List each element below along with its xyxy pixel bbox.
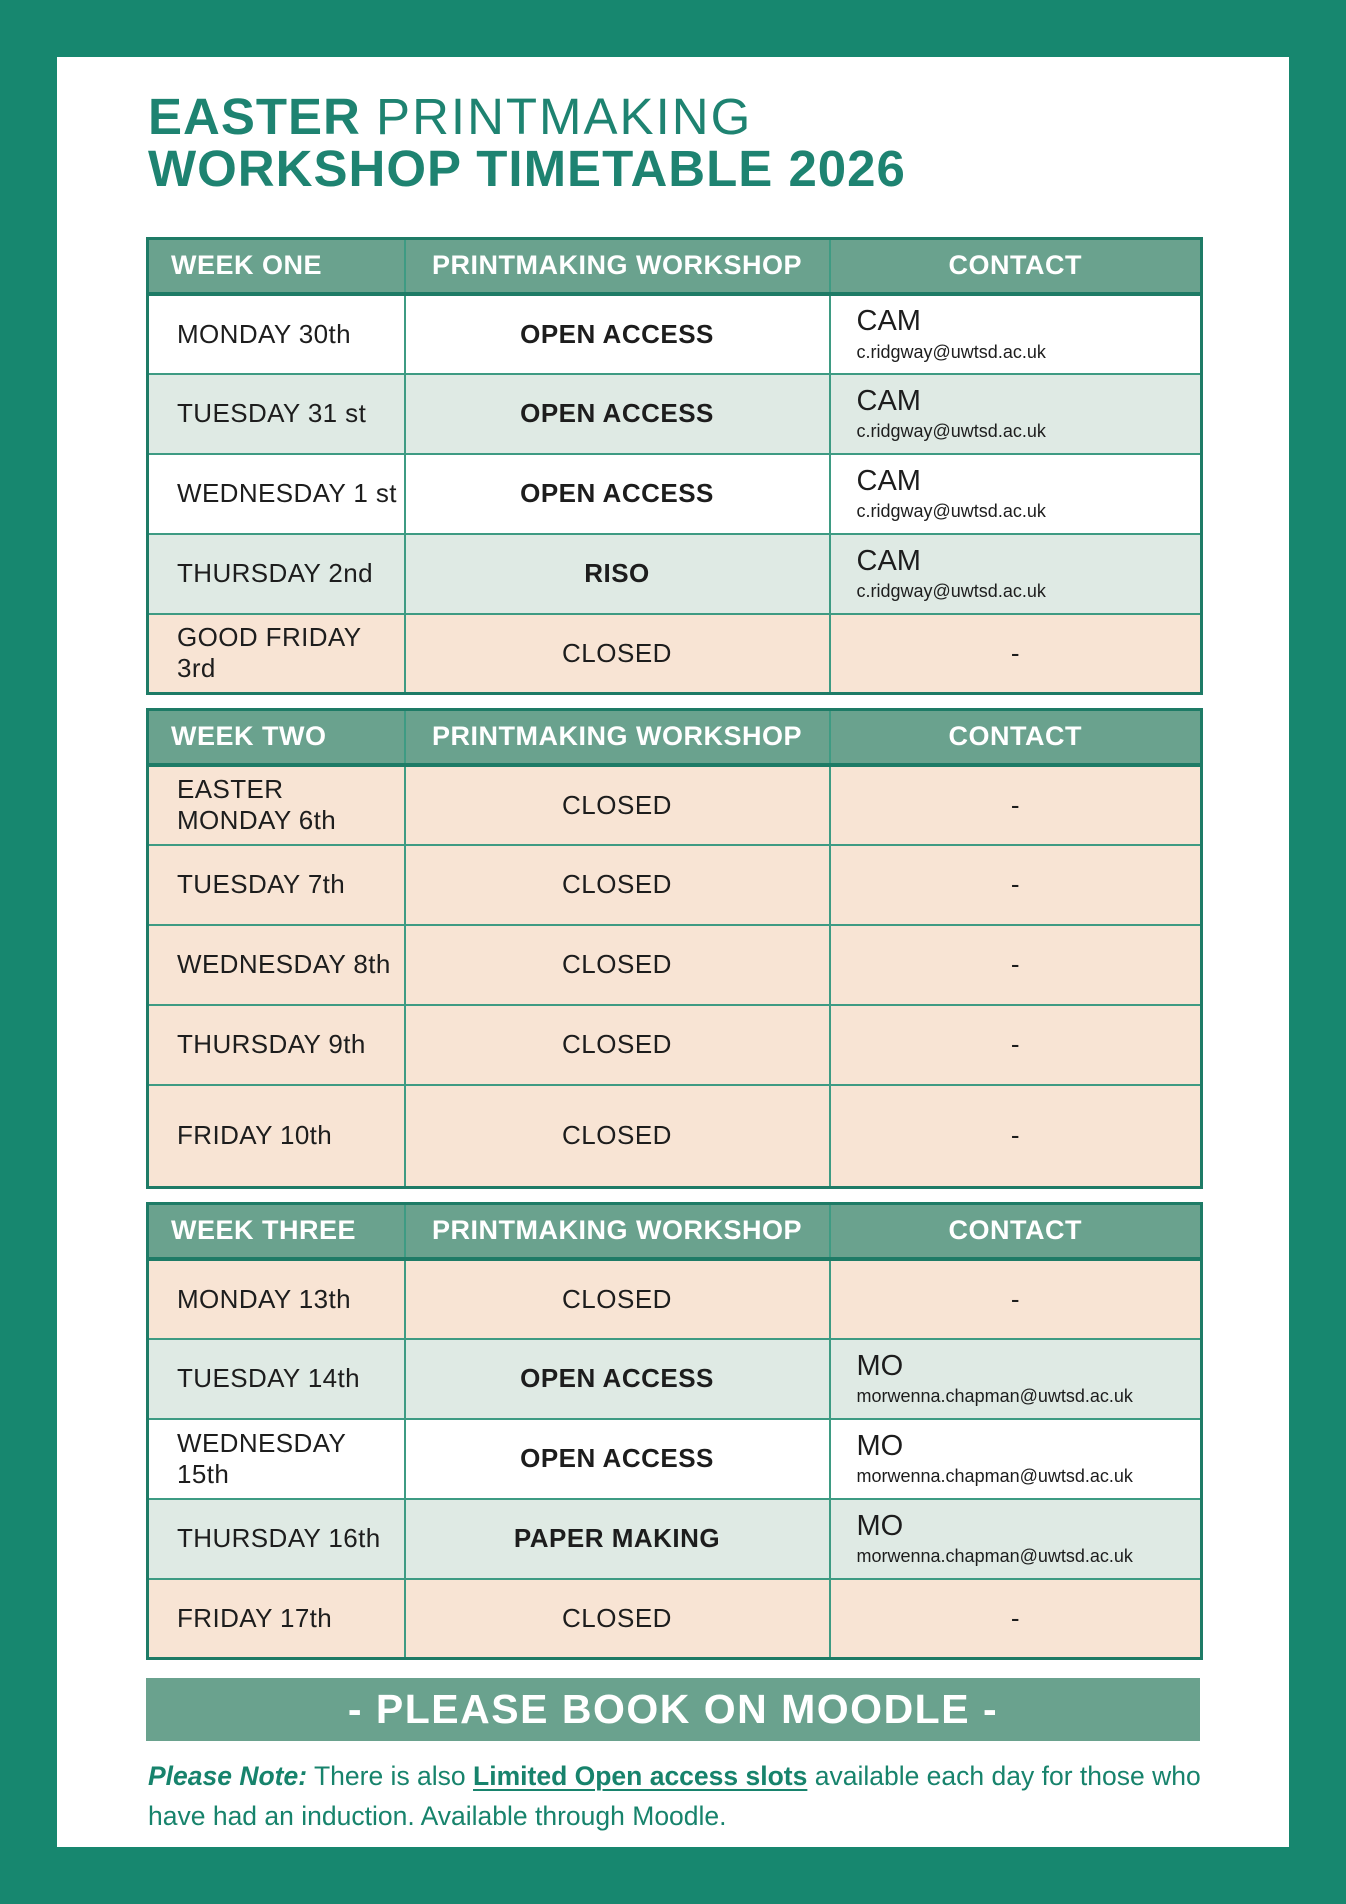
timetable-row — [148, 1499, 1202, 1579]
contact-name: CAM — [856, 464, 921, 497]
document-sheet — [57, 57, 1289, 1847]
day-cell: WEDNESDAY 15th — [148, 1419, 405, 1499]
contact-cell: - — [830, 845, 1202, 925]
timetable-row — [148, 845, 1202, 925]
workshop-cell: OPEN ACCESS — [405, 1339, 830, 1419]
week-three-table — [146, 1202, 1203, 1660]
timetable-row — [148, 294, 1202, 374]
contact-cell: - — [830, 1005, 1202, 1085]
workshop-cell: CLOSED — [405, 1005, 830, 1085]
timetable-row — [148, 1579, 1202, 1659]
title-line-2: WORKSHOP TIMETABLE 2026 — [148, 140, 906, 198]
footnote-text-before: There is also — [307, 1761, 474, 1792]
timetable-row — [148, 614, 1202, 694]
timetable-row — [148, 1419, 1202, 1499]
footnote-prefix: Please Note: — [148, 1761, 308, 1792]
timetable-row — [148, 1005, 1202, 1085]
moodle-banner-text: - PLEASE BOOK ON MOODLE - — [347, 1686, 999, 1733]
contact-name: CAM — [856, 305, 921, 338]
day-cell: MONDAY 13th — [148, 1259, 405, 1339]
contact-email: c.ridgway@uwtsd.ac.uk — [856, 341, 1046, 362]
timetable-row — [148, 1339, 1202, 1419]
timetable-row — [148, 374, 1202, 454]
day-cell: THURSDAY 2nd — [148, 534, 405, 614]
workshop-cell: OPEN ACCESS — [405, 374, 830, 454]
contact-column-header: CONTACT — [830, 239, 1202, 294]
day-cell: THURSDAY 9th — [148, 1005, 405, 1085]
contact-cell: - — [830, 925, 1202, 1005]
timetable-row — [148, 454, 1202, 534]
contact-email: c.ridgway@uwtsd.ac.uk — [856, 421, 1046, 442]
footnote-text-after: available each day for those who have had an induction. Available through Moodle. — [148, 1761, 1201, 1831]
contact-name: MO — [856, 1509, 904, 1542]
workshop-cell: OPEN ACCESS — [405, 294, 830, 374]
contact-email: morwenna.chapman@uwtsd.ac.uk — [856, 1466, 1133, 1487]
contact-email: morwenna.chapman@uwtsd.ac.uk — [856, 1546, 1133, 1567]
day-cell: MONDAY 30th — [148, 294, 405, 374]
day-cell: WEDNESDAY 8th — [148, 925, 405, 1005]
workshop-cell: CLOSED — [405, 1579, 830, 1659]
contact-email: c.ridgway@uwtsd.ac.uk — [856, 581, 1046, 602]
workshop-cell: CLOSED — [405, 614, 830, 694]
contact-cell — [830, 454, 1202, 534]
timetable-row — [148, 534, 1202, 614]
contact-name: CAM — [856, 544, 921, 577]
contact-cell: - — [830, 1579, 1202, 1659]
moodle-banner — [146, 1678, 1200, 1741]
workshop-column-header: PRINTMAKING WORKSHOP — [405, 1204, 830, 1259]
contact-name: CAM — [856, 384, 921, 417]
contact-name: MO — [856, 1349, 904, 1382]
workshop-cell: CLOSED — [405, 765, 830, 845]
workshop-cell: OPEN ACCESS — [405, 1419, 830, 1499]
day-cell: THURSDAY 16th — [148, 1499, 405, 1579]
week-label-header: WEEK TWO — [148, 710, 405, 765]
header-row — [148, 1204, 1202, 1259]
contact-cell — [830, 374, 1202, 454]
workshop-cell: CLOSED — [405, 925, 830, 1005]
contact-email: morwenna.chapman@uwtsd.ac.uk — [856, 1386, 1133, 1407]
contact-cell: - — [830, 614, 1202, 694]
workshop-cell: CLOSED — [405, 1085, 830, 1188]
timetable-row — [148, 765, 1202, 845]
contact-column-header: CONTACT — [830, 1204, 1202, 1259]
contact-email: c.ridgway@uwtsd.ac.uk — [856, 501, 1046, 522]
contact-cell — [830, 1339, 1202, 1419]
day-cell: TUESDAY 31 st — [148, 374, 405, 454]
contact-cell: - — [830, 765, 1202, 845]
workshop-column-header: PRINTMAKING WORKSHOP — [405, 239, 830, 294]
timetable-row — [148, 1259, 1202, 1339]
contact-cell — [830, 534, 1202, 614]
week-two-table — [146, 708, 1203, 1189]
timetable-row — [148, 925, 1202, 1005]
contact-cell: - — [830, 1085, 1202, 1188]
week-label-header: WEEK ONE — [148, 239, 405, 294]
workshop-cell: RISO — [405, 534, 830, 614]
contact-column-header: CONTACT — [830, 710, 1202, 765]
page-title — [148, 88, 1289, 198]
workshop-cell: PAPER MAKING — [405, 1499, 830, 1579]
workshop-cell: OPEN ACCESS — [405, 454, 830, 534]
title-word-easter: EASTER — [148, 88, 361, 145]
title-line-1 — [148, 88, 1289, 145]
day-cell: TUESDAY 7th — [148, 845, 405, 925]
contact-cell: - — [830, 1259, 1202, 1339]
day-cell: FRIDAY 10th — [148, 1085, 405, 1188]
day-cell: TUESDAY 14th — [148, 1339, 405, 1419]
day-cell: WEDNESDAY 1 st — [148, 454, 405, 534]
workshop-cell: CLOSED — [405, 1259, 830, 1339]
header-row — [148, 239, 1202, 294]
contact-cell — [830, 1419, 1202, 1499]
contact-name: MO — [856, 1429, 904, 1462]
week-label-header: WEEK THREE — [148, 1204, 405, 1259]
header-row — [148, 710, 1202, 765]
day-cell: FRIDAY 17th — [148, 1579, 405, 1659]
footnote — [148, 1757, 1258, 1837]
day-cell: GOOD FRIDAY 3rd — [148, 614, 405, 694]
contact-cell — [830, 294, 1202, 374]
day-cell: EASTER MONDAY 6th — [148, 765, 405, 845]
workshop-cell: CLOSED — [405, 845, 830, 925]
contact-cell — [830, 1499, 1202, 1579]
title-word-printmaking: PRINTMAKING — [376, 88, 753, 145]
timetable-row — [148, 1085, 1202, 1188]
workshop-column-header: PRINTMAKING WORKSHOP — [405, 710, 830, 765]
footnote-emphasis: Limited Open access slots — [473, 1761, 808, 1792]
week-one-table — [146, 237, 1203, 695]
